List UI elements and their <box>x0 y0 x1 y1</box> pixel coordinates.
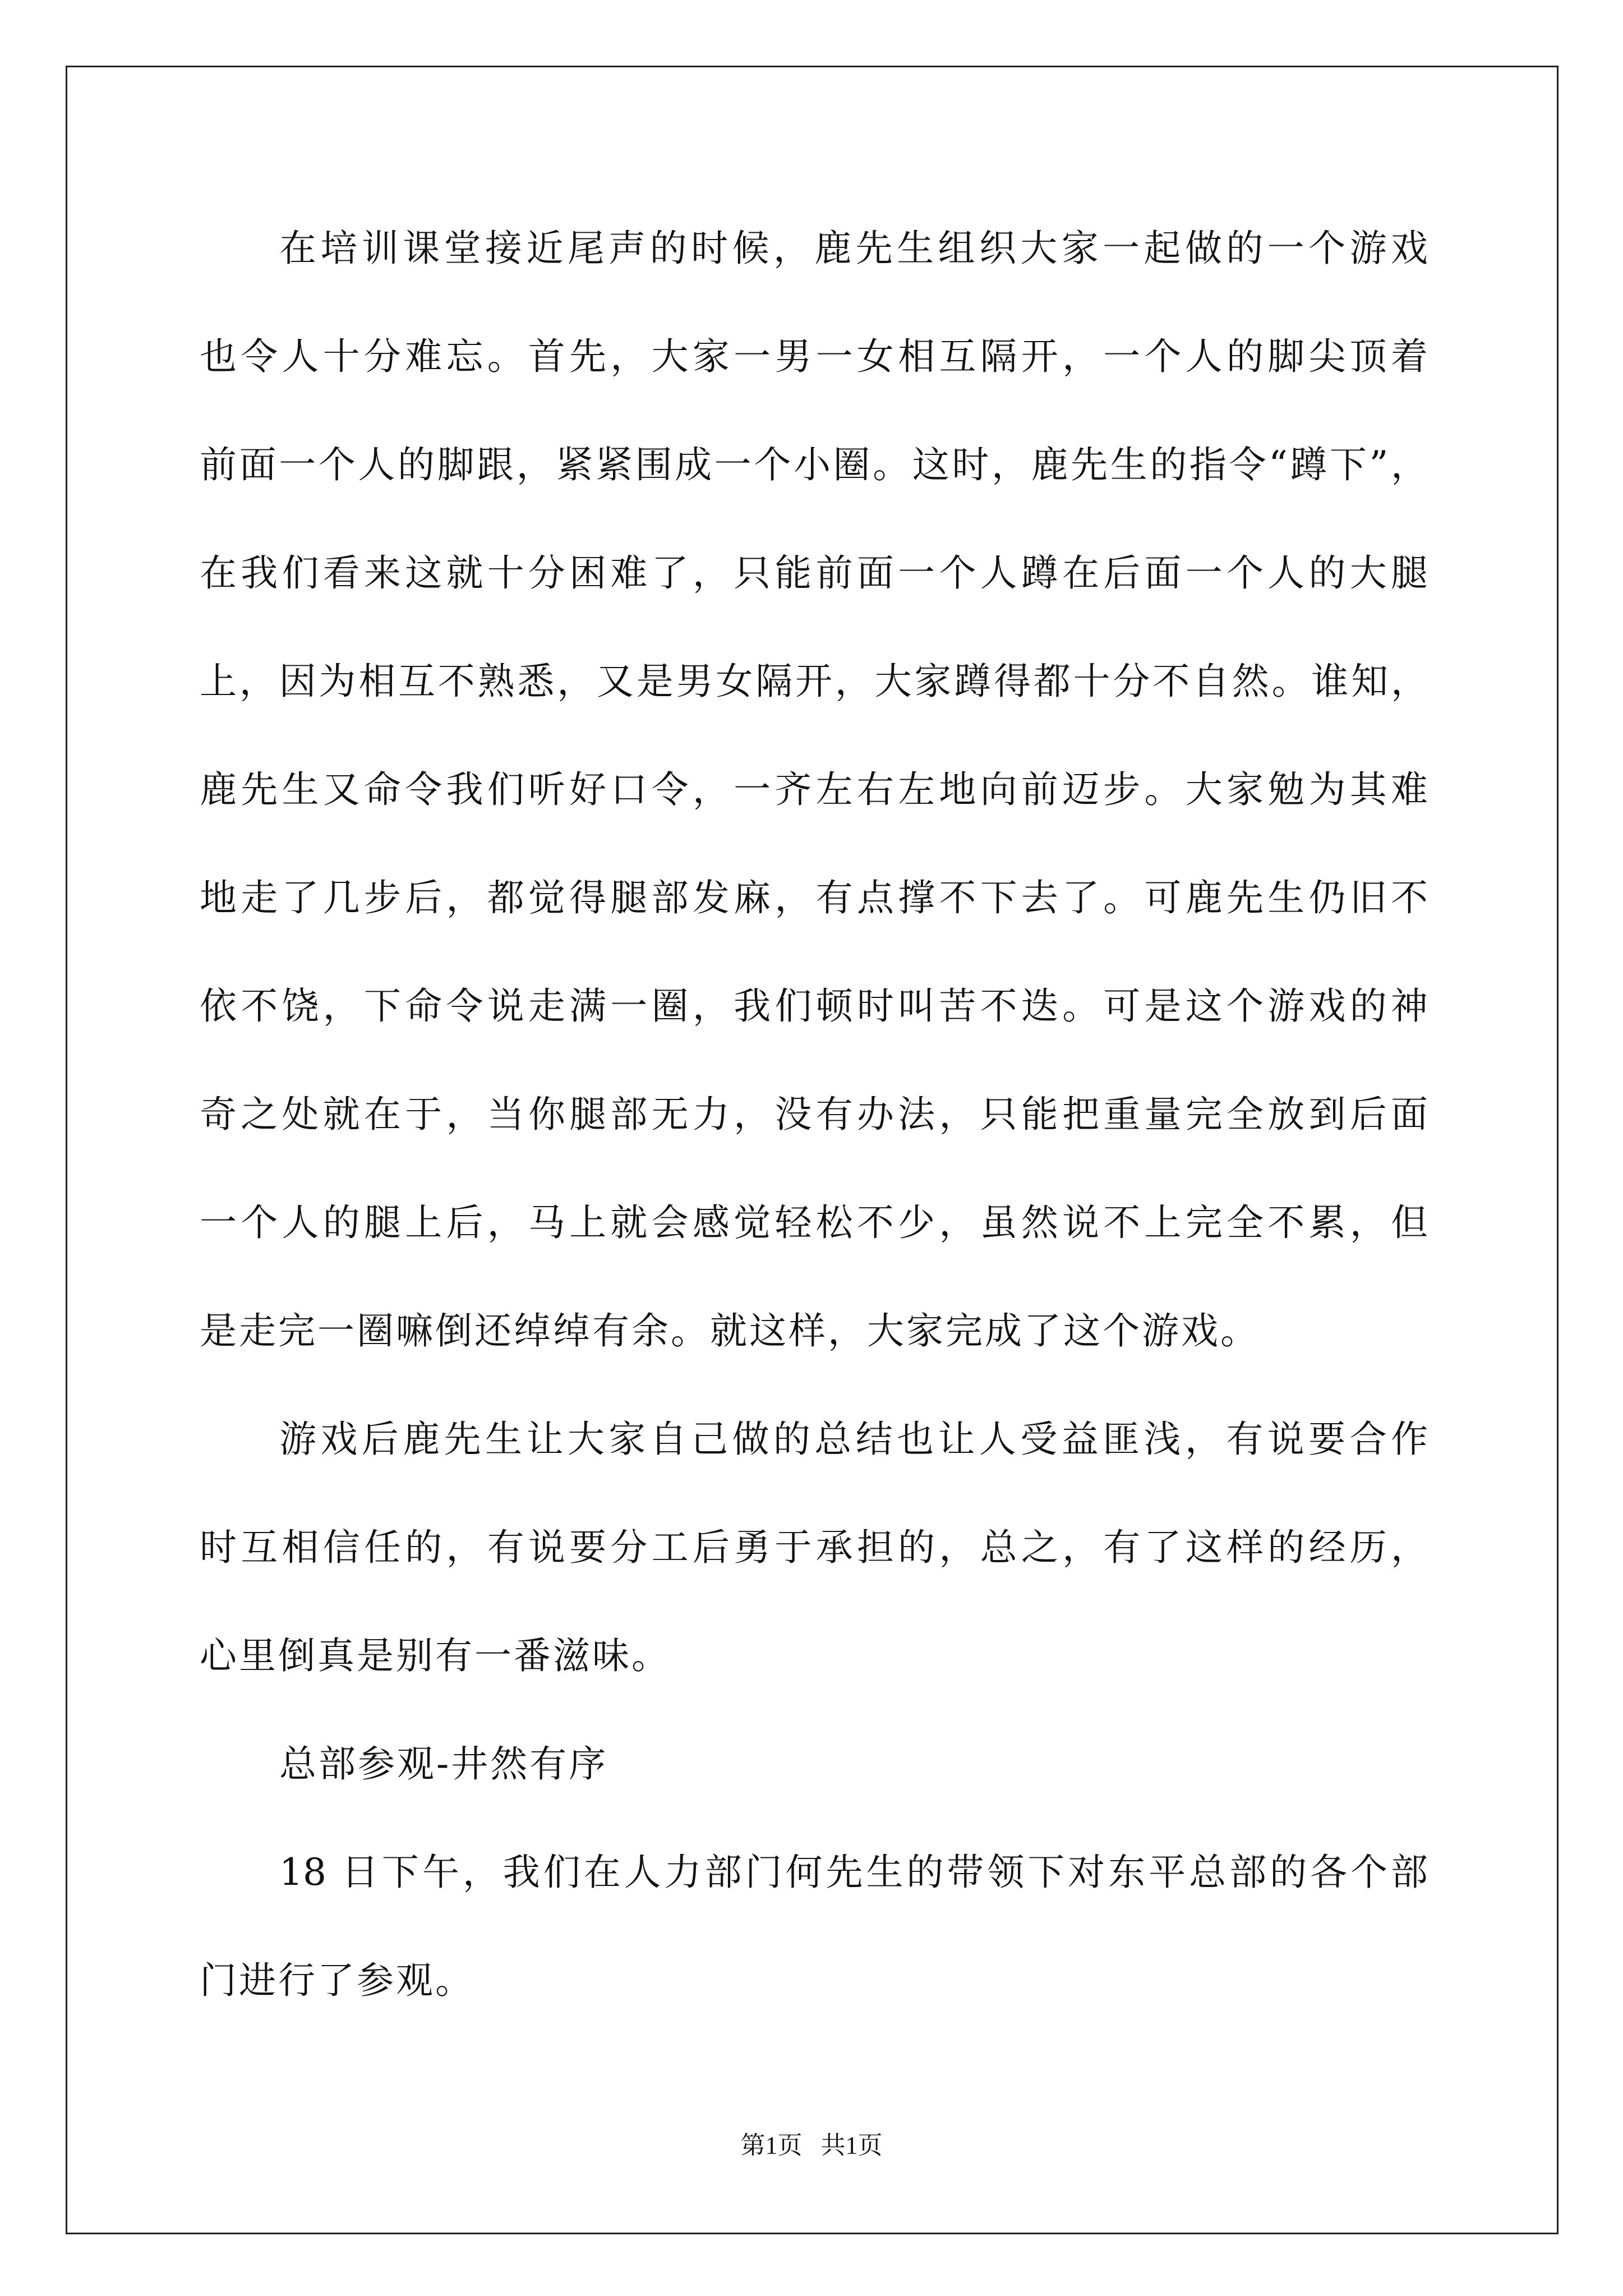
paragraph-1-line-5: 上，因为相互不熟悉，又是男女隔开，大家蹲得都十分不自然。谁知， <box>200 660 1428 703</box>
paragraph-1-line-11: 是走完一圈嘛倒还绰绰有余。就这样，大家完成了这个游戏。 <box>200 1309 1260 1352</box>
paragraph-1-line-1: 在培训课堂接近尾声的时候，鹿先生组织大家一起做的一个游戏 <box>279 227 1428 270</box>
paragraph-2-line-2: 时互相信任的，有说要分工后勇于承担的，总之，有了这样的经历， <box>200 1526 1428 1569</box>
paragraph-1-line-6: 鹿先生又命令我们听好口令，一齐左右左地向前迈步。大家勉为其难 <box>200 768 1428 811</box>
section-heading: 总部参观-井然有序 <box>279 1742 608 1786</box>
paragraph-2-line-3: 心里倒真是别有一番滋味。 <box>200 1634 671 1677</box>
paragraph-3-line-2: 门进行了参观。 <box>200 1959 474 2002</box>
paragraph-1-line-4: 在我们看来这就十分困难了，只能前面一个人蹲在后面一个人的大腿 <box>200 551 1428 595</box>
paragraph-2-line-1: 游戏后鹿先生让大家自己做的总结也让人受益匪浅，有说要合作 <box>279 1418 1428 1461</box>
paragraph-3-line-1: 18 日下午，我们在人力部门何先生的带领下对东平总部的各个部 <box>279 1851 1428 1894</box>
paragraph-1-line-2: 也令人十分难忘。首先，大家一男一女相互隔开，一个人的脚尖顶着 <box>200 335 1428 378</box>
paragraph-1-line-3: 前面一个人的脚跟，紧紧围成一个小圈。这时，鹿先生的指令“蹲下”， <box>200 443 1428 486</box>
paragraph-1-line-8: 依不饶，下命令说走满一圈，我们顿时叫苦不迭。可是这个游戏的神 <box>200 984 1428 1028</box>
paragraph-1-line-7: 地走了几步后，都觉得腿部发麻，有点撑不下去了。可鹿先生仍旧不 <box>200 876 1428 919</box>
paragraph-1-line-9: 奇之处就在于，当你腿部无力，没有办法，只能把重量完全放到后面 <box>200 1093 1428 1136</box>
page-number-footer: 第1页 共1页 <box>740 2132 883 2159</box>
page-border <box>66 66 1559 2234</box>
paragraph-1-line-10: 一个人的腿上后，马上就会感觉轻松不少，虽然说不上完全不累，但 <box>200 1201 1428 1244</box>
